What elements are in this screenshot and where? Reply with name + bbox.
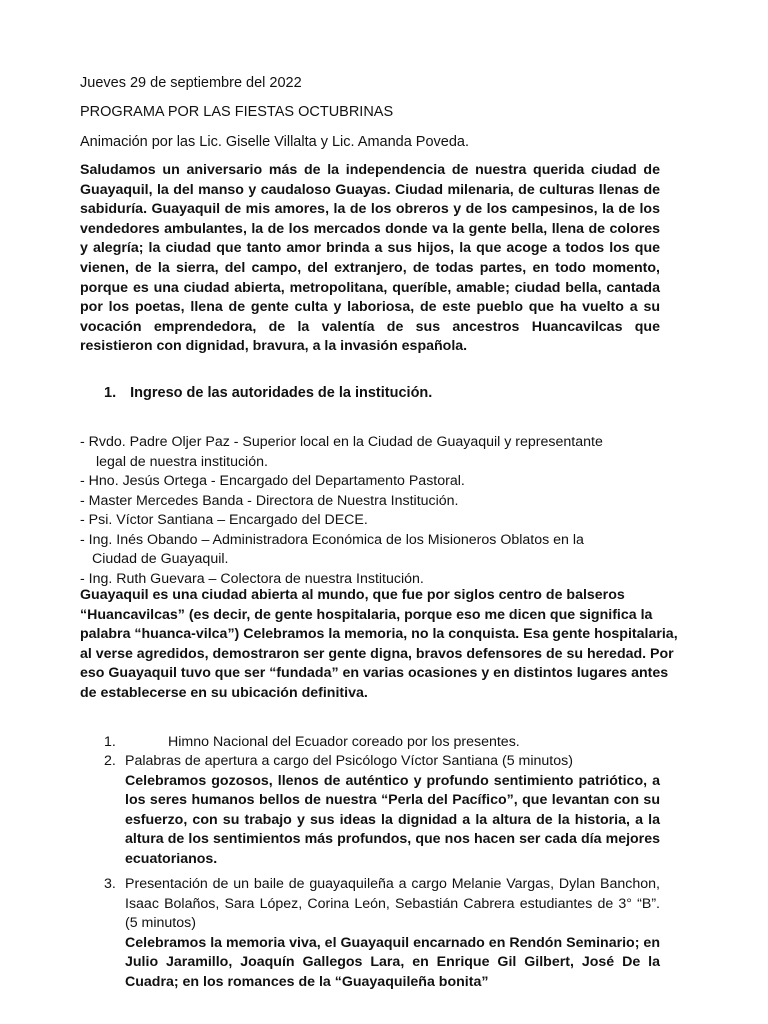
authorities-list (80, 433, 680, 589)
program-item-text: Presentación de un baile de guayaquileña a cargo Melanie Vargas, Dylan Banchon, Isaac Bolaños, Sara López, Corina León, Sebastián Cabrera estudiantes de 3° “B”. (5 minutos) (125, 876, 660, 932)
authority-item (80, 511, 680, 531)
authority-item (80, 472, 680, 492)
intro-paragraph: Saludamos un aniversario más de la independencia de nuestra querida ciudad de Guayaquil, la del manso y caudaloso Guayas. Ciudad milenaria, de culturas llenas de sabiduría. Guayaquil de mis amores, la de los obreros y de los campesinos, la de los vendedores ambulantes, la de los mercados donde va la gente bella, llena de colores y alegría; la ciudad que tanto amor brinda a sus hijos, la que acoge a todos los que vienen, de la sierra, del campo, del extranjero, de todas partes, en todo momento, porque es una ciudad abierta, metropolitana, queríble, amable; ciudad bella, cantada por los poetas, llena de gente culta y laboriosa, de este pueblo que ha vuelto a su vocación emprendedora, de la valentía de sus ancestros Huancavilcas que resistieron con dignidad, bravura, a la invasión española. (80, 162, 660, 355)
authority-item (80, 531, 680, 570)
section-1-number: 1. (104, 385, 117, 401)
authority-line: - Hno. Jesús Ortega - Encargado del Departamento Pastoral. (80, 473, 465, 489)
authority-line: - Rvdo. Padre Oljer Paz - Superior local en la Ciudad de Guayaquil y representante (80, 434, 603, 450)
authority-line-continued: legal de nuestra institución. (96, 453, 268, 470)
authority-line: - Ing. Ruth Guevara – Colectora de nuestra Institución. (80, 570, 424, 587)
program-item (104, 733, 660, 753)
animation-credits: Animación por las Lic. Giselle Villalta y Lic. Amanda Poveda. (80, 134, 470, 150)
document-date: Jueves 29 de septiembre del 2022 (80, 75, 302, 91)
program-item-text: Palabras de apertura a cargo del Psicólogo Víctor Santiana (5 minutos) (125, 753, 573, 769)
section-1-title: Ingreso de las autoridades de la institución. (130, 385, 433, 401)
program-title: PROGRAMA POR LAS FIESTAS OCTUBRINAS (80, 104, 394, 120)
authority-line: - Psi. Víctor Santiana – Encargado del DECE. (80, 512, 368, 528)
section-1-heading (104, 384, 432, 403)
program-item-reflection: Celebramos gozosos, llenos de auténtico y profundo sentimiento patriótico, a los seres humanos bellos de nuestra “Perla del Pacífico”, que levantan con su esfuerzo, con su trabajo y sus ideas la dignidad a la altura de la historia, a la altura de los sentimientos más profundos, que nos hacen ser cada día mejores ecuatorianos. (125, 772, 660, 867)
program-item-text: Himno Nacional del Ecuador coreado por los presentes. (168, 734, 520, 750)
authority-line: - Ing. Inés Obando – Administradora Económica de los Misioneros Oblatos en la (80, 531, 584, 548)
program-item (104, 752, 660, 870)
program-item-number: 3. (104, 876, 116, 892)
authority-line: - Master Mercedes Banda - Directora de Nuestra Institución. (80, 492, 459, 509)
authority-line-continued: Ciudad de Guayaquil. (92, 551, 229, 567)
paragraph-guayaquil-open-city: Guayaquil es una ciudad abierta al mundo, que fue por siglos centro de balseros “Huancavilcas” (es decir, de gente hospitalaria, porque eso me dicen que significa la palabra “huanca-vilca”) Celebramos la memoria, no la conquista. Esa gente hospitalaria, al verse agredidos, demostraron ser gente digna, bravos defensores de su heredad. Por eso Guayaquil tuvo que ser “fundada” en varias ocasiones y en distintos lugares antes de establecerse en su ubicación definitiva. (80, 587, 678, 701)
authority-item (80, 433, 680, 472)
program-item-number: 1. (104, 734, 116, 750)
authority-item (80, 492, 680, 512)
program-item-number: 2. (104, 753, 116, 769)
program-item (104, 875, 660, 993)
program-item-reflection: Celebramos la memoria viva, el Guayaquil encarnado en Rendón Seminario; en Julio Jaramillo, Joaquín Gallegos Lara, en Enrique Gil Gilbert, José De la Cuadra; en los romances de la “Guayaquileña bonita” (125, 934, 660, 990)
